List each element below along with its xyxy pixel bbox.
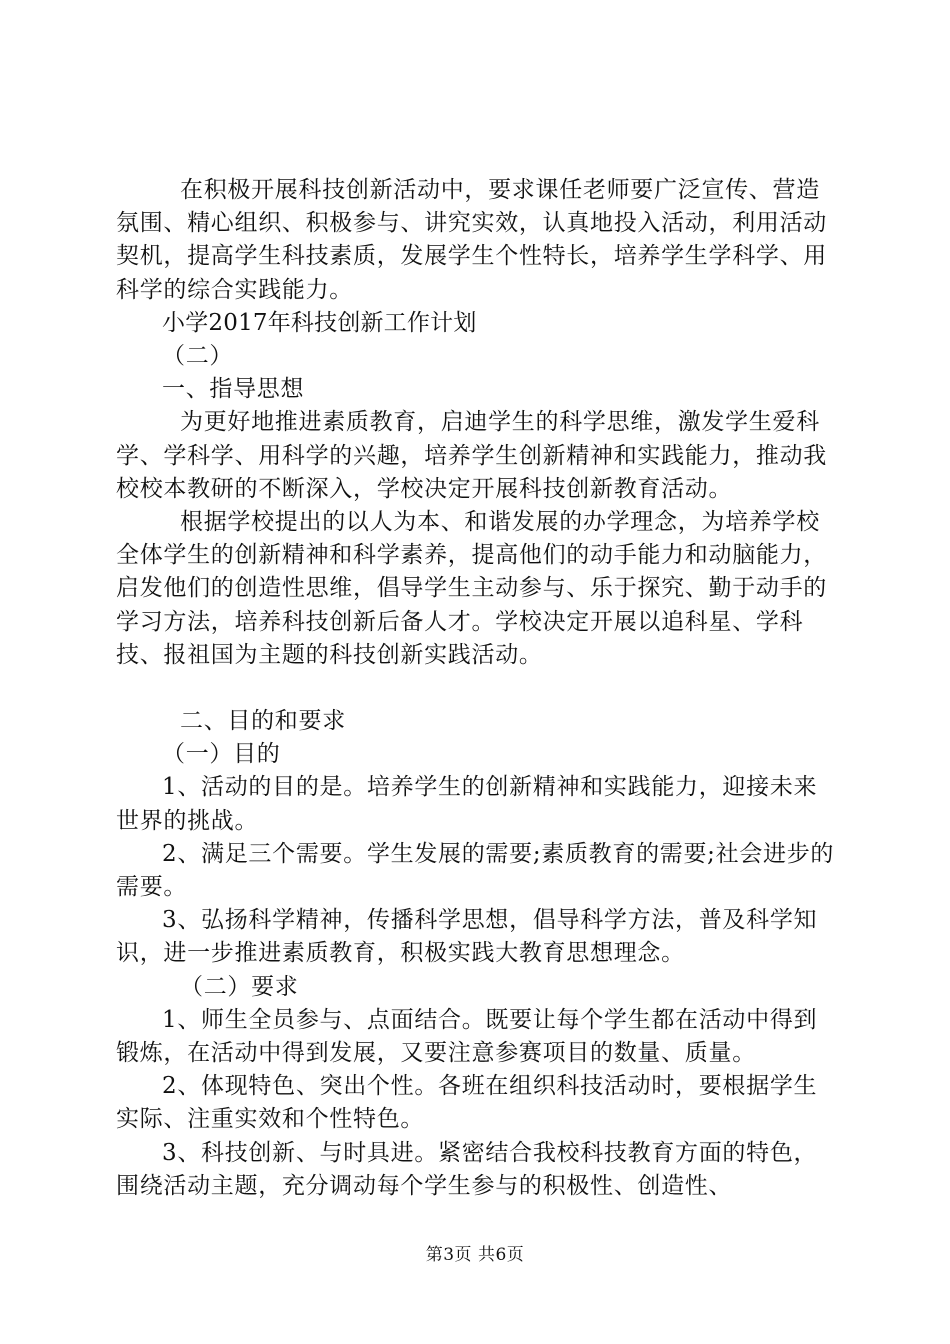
document-body xyxy=(116,174,836,1203)
requirement-item-3: 3、科技创新、与时具进。紧密结合我校科技教育方面的特色，围绕活动主题，充分调动每个学生参与的积极性、创造性、 xyxy=(116,1139,818,1199)
subheading-goals: （一）目的 xyxy=(162,741,281,768)
paragraph-guiding-2: 根据学校提出的以人为本、和谐发展的办学理念，为培养学校全体学生的创新精神和科学素养，提高他们的动手能力和动脑能力，启发他们的创造性思维，倡导学生主动参与、乐于探究、勤于动手的学习方法，培养科技创新后备人才。学校决定开展以追科星、学科技、报祖国为主题的科技创新实践活动。 xyxy=(116,509,827,668)
subheading-requirements: （二）要求 xyxy=(180,973,299,1000)
section-number: （二） xyxy=(162,343,234,370)
heading-goals-requirements: 二、目的和要求 xyxy=(180,708,346,735)
page-number-footer: 第3页 共6页 xyxy=(425,1245,525,1265)
plan-title: 小学2017年科技创新工作计划 xyxy=(162,309,477,336)
goal-item-3: 3、弘扬科学精神，传播科学思想，倡导科学方法，普及科学知识，进一步推进素质教育，积极实践大教育思想理念。 xyxy=(116,907,818,967)
requirement-item-2: 2、体现特色、突出个性。各班在组织科技活动时，要根据学生实际、注重实效和个性特色。 xyxy=(116,1073,818,1133)
goal-item-2: 2、满足三个需要。学生发展的需要;素质教育的需要;社会进步的需要。 xyxy=(116,840,835,901)
blank-line xyxy=(116,672,836,705)
paragraph-guiding-1: 为更好地推进素质教育，启迪学生的科学思维，激发学生爱科学、学科学、用科学的兴趣，培养学生创新精神和实践能力，推动我校校本教研的不断深入，学校决定开展科技创新教育活动。 xyxy=(116,409,827,502)
paragraph-intro: 在积极开展科技创新活动中，要求课任老师要广泛宣传、营造氛围、精心组织、积极参与、讲究实效，认真地投入活动，利用活动契机，提高学生科技素质，发展学生个性特长，培养学生学科学、用科学的综合实践能力。 xyxy=(116,177,827,303)
requirement-item-1: 1、师生全员参与、点面结合。既要让每个学生都在活动中得到锻炼，在活动中得到发展，又要注意参赛项目的数量、质量。 xyxy=(116,1006,818,1067)
goal-item-1: 1、活动的目的是。培养学生的创新精神和实践能力，迎接未来世界的挑战。 xyxy=(116,774,818,834)
heading-guiding-thought: 一、指导思想 xyxy=(162,376,305,403)
